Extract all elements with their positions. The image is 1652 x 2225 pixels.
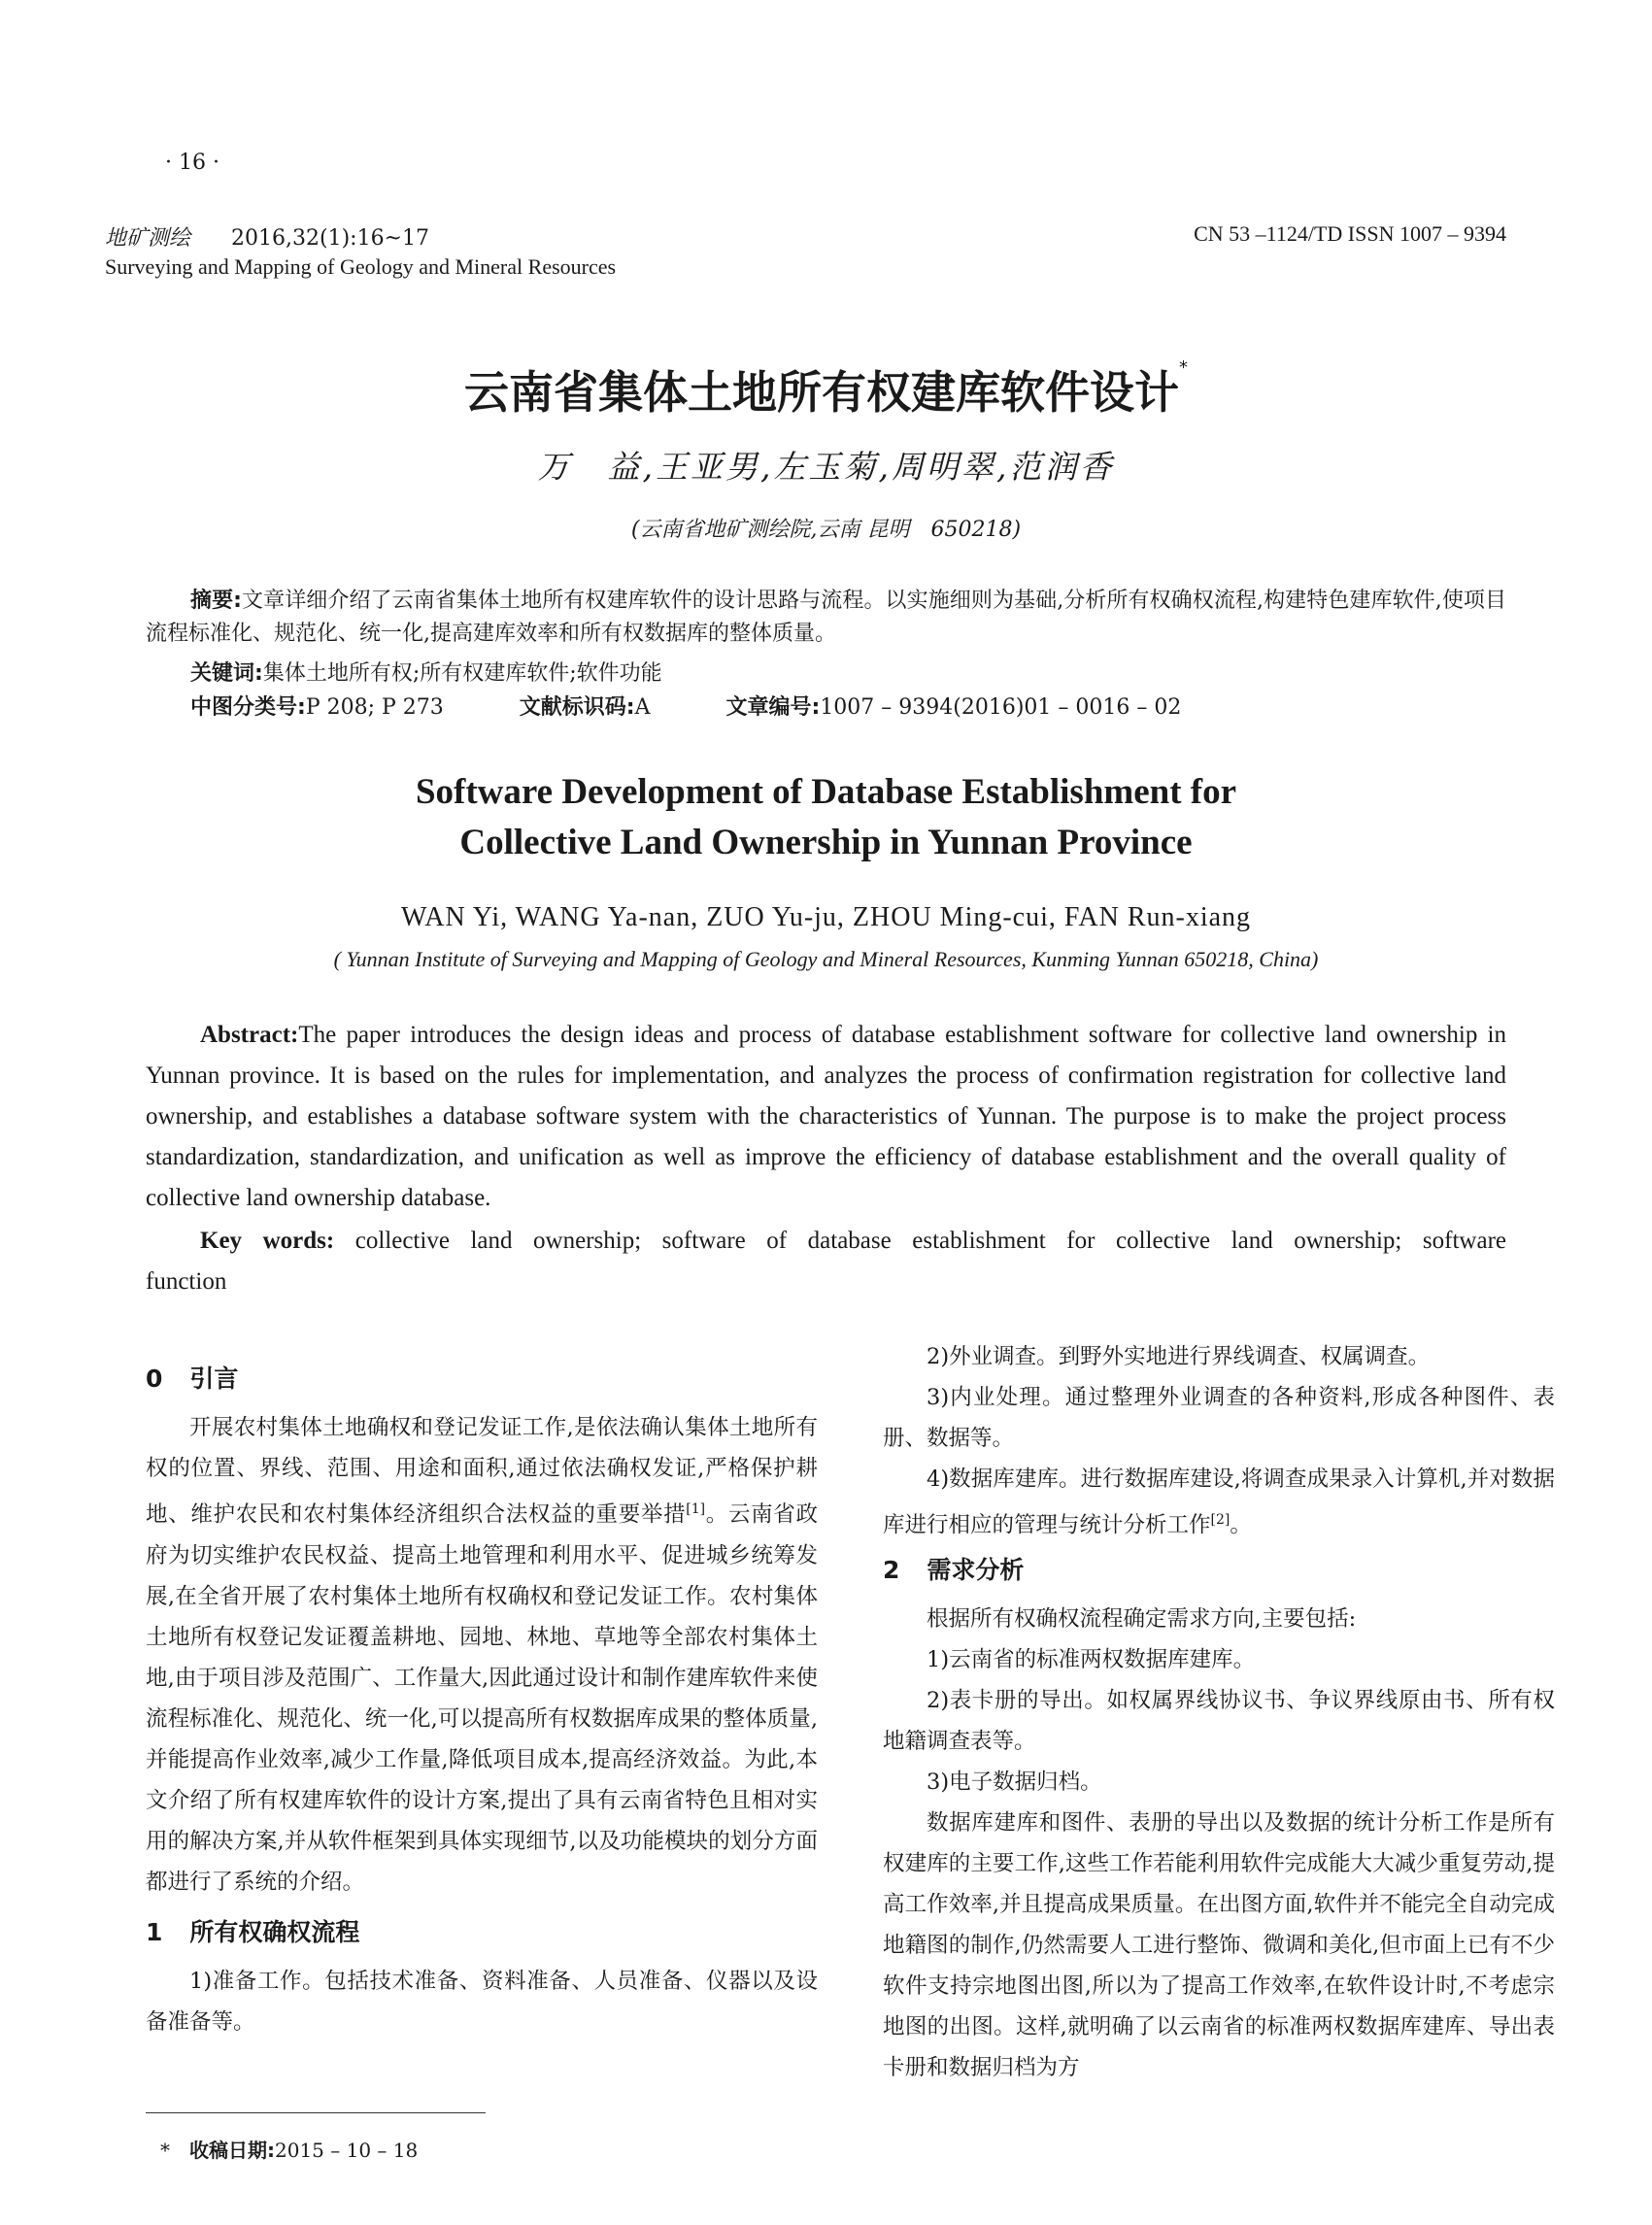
keywords-en <box>146 1221 1506 1302</box>
article-no-value: 1007 – 9394(2016)01 – 0016 – 02 <box>820 695 1182 720</box>
section-1-number: 1 <box>146 1917 163 1946</box>
keywords-cn <box>190 657 662 687</box>
doc-code-label: 文献标识码: <box>519 695 635 720</box>
article-no-label: 文章编号: <box>725 695 821 720</box>
requirement-2: 2)表卡册的导出。如权属界线协议书、争议界线原由书、所有权地籍调查表等。 <box>883 1687 1555 1754</box>
citation-2: [2] <box>1210 1512 1231 1528</box>
process-item-4 <box>883 1459 1555 1546</box>
process-item-3: 3)内业处理。通过整理外业调查的各种资料,形成各种图件、表册、数据等。 <box>883 1385 1555 1451</box>
section-1-title: 所有权确权流程 <box>189 1917 360 1946</box>
abstract-cn-label: 摘要: <box>190 589 242 613</box>
journal-name-en: Surveying and Mapping of Geology and Mineral Resources <box>105 254 617 279</box>
journal-issn: CN 53 –1124/TD ISSN 1007 – 9394 <box>1194 221 1506 246</box>
footnote-mark: * <box>160 2139 170 2162</box>
title-en <box>0 767 1652 868</box>
doc-code-value: A <box>634 695 651 720</box>
footnote-date: 2015 – 10 – 18 <box>275 2139 419 2162</box>
footnote-label: 收稿日期: <box>189 2139 275 2162</box>
title-en-line2: Collective Land Ownership in Yunnan Province <box>459 823 1193 862</box>
requirement-1: 1)云南省的标准两权数据库建库。 <box>927 1646 1256 1672</box>
section-1-heading <box>146 1910 818 1955</box>
process-item-2: 2)外业调查。到野外实地进行界线调查、权属调查。 <box>927 1344 1431 1369</box>
classification-line <box>190 691 1181 721</box>
keywords-cn-label: 关键词: <box>190 661 263 686</box>
footnote <box>160 2135 418 2163</box>
title-en-line1: Software Development of Database Establishment for <box>415 772 1237 812</box>
authors-en: WAN Yi, WANG Ya-nan, ZUO Yu-ju, ZHOU Ming-cui, FAN Run-xiang <box>400 902 1252 932</box>
process-item-1: 1)准备工作。包括技术准备、资料准备、人员准备、仪器以及设备准备等。 <box>146 1968 818 2035</box>
process-item-4-text: 4)数据库建库。进行数据库建设,将调查成果录入计算机,并对数据库进行相应的管理与统计分析工作 <box>883 1466 1555 1538</box>
abstract-cn-text: 文章详细介绍了云南省集体土地所有权建库软件的设计思路与流程。以实施细则为基础,分析所有权确权流程,构建特色建库软件,使项目流程标准化、规范化、统一化,提高建库效率和所有权数据库的整体质量。 <box>146 589 1506 646</box>
intro-text-b: 。云南省政府为切实维护农民权益、提高土地管理和利用水平、促进城乡统筹发展,在全省开展了农村集体土地所有权确权和登记发证工作。农村集体土地所有权登记发证覆盖耕地、园地、林地、草地等全部农村集体土地,由于项目涉及范围广、工作量大,因此通过设计和制作建库软件来使流程标准化、规范化、统一化,可以提高所有权数据库成果的整体质量,并能提高作业效率,减少工作量,降低项目成本,提高经济效益。为此,本文介绍了所有权建库软件的设计方案,提出了具有云南省特色且相对实用的解决方案,并从软件框架到具体实现细节,以及功能模块的划分方面都进行了系统的介绍。 <box>146 1501 818 1895</box>
section-2-number: 2 <box>883 1555 900 1584</box>
intro-text-a: 开展农村集体土地确权和登记发证工作,是依法确认集体土地所有权的位置、界线、范围、用途和面积,通过依法确权发证,严格保护耕地、维护农民和农村集体经济组织合法权益的重要举措 <box>146 1415 818 1528</box>
title-cn <box>0 357 1652 421</box>
affiliation-cn: (云南省地矿测绘院,云南 昆明 650218) <box>630 518 1022 542</box>
journal-header <box>105 221 429 252</box>
section-2-heading <box>883 1548 1555 1593</box>
journal-issue: 2016,32(1):16~17 <box>231 226 429 251</box>
section-2-title: 需求分析 <box>927 1555 1025 1584</box>
process-item-4-end: 。 <box>1230 1512 1252 1538</box>
footnote-rule <box>146 2112 486 2113</box>
section-0-paragraph <box>146 1407 818 1903</box>
abstract-cn <box>146 585 1506 651</box>
abstract-en <box>146 1015 1506 1219</box>
page-number: · 16 · <box>165 151 219 175</box>
keywords-en-text: collective land ownership; software of database establishment for collective land ownership; software function <box>146 1228 1506 1295</box>
right-column <box>883 1336 1555 2088</box>
journal-name-cn: 地矿测绘 <box>105 226 191 251</box>
section-0-heading <box>146 1357 818 1401</box>
abstract-en-label: Abstract: <box>200 1022 299 1048</box>
title-footnote-mark: * <box>1179 357 1188 378</box>
affiliation-en: ( Yunnan Institute of Surveying and Mapping of Geology and Mineral Resources, Kunming Yunnan 650218, China) <box>333 947 1319 971</box>
keywords-en-label: Key words: <box>200 1228 335 1254</box>
clc-value: P 208; P 273 <box>305 695 444 720</box>
left-column <box>146 1355 818 2042</box>
clc-label: 中图分类号: <box>190 695 306 720</box>
section-2-paragraph: 数据库建库和图件、表册的导出以及数据的统计分析工作是所有权建库的主要工作,这些工作若能利用软件完成能大大减少重复劳动,提高工作效率,并且提高成果质量。在出图方面,软件并不能完全自动完成地籍图的制作,仍然需要人工进行整饰、微调和美化,但市面上已有不少软件支持宗地图出图,所以为了提高工作效率,在软件设计时,不考虑宗地图的出图。这样,就明确了以云南省的标准两权数据库建库、导出表卡册和数据归档为方 <box>883 1809 1555 2080</box>
authors-cn: 万 益,王亚男,左玉菊,周明翠,范润香 <box>537 448 1115 486</box>
abstract-en-text: The paper introduces the design ideas and process of database establishment software for collective land ownership in Yunnan province. It is based on the rules for implementation, and analyzes the process of confirmation registration for collective land ownership, and establishes a database software system with the characteristics of Yunnan. The purpose is to make the project process standardization, standardization, and unification as well as improve the efficiency of database establishment and the overall quality of collective land ownership database. <box>146 1022 1506 1211</box>
requirement-3: 3)电子数据归档。 <box>927 1769 1102 1795</box>
section-0-number: 0 <box>146 1365 163 1393</box>
section-0-title: 引言 <box>189 1365 239 1393</box>
requirements-intro: 根据所有权确权流程确定需求方向,主要包括: <box>927 1605 1357 1632</box>
citation-1: [1] <box>686 1501 706 1517</box>
title-cn-text: 云南省集体土地所有权建库软件设计 <box>464 366 1179 419</box>
keywords-cn-text: 集体土地所有权;所有权建库软件;软件功能 <box>262 661 662 686</box>
